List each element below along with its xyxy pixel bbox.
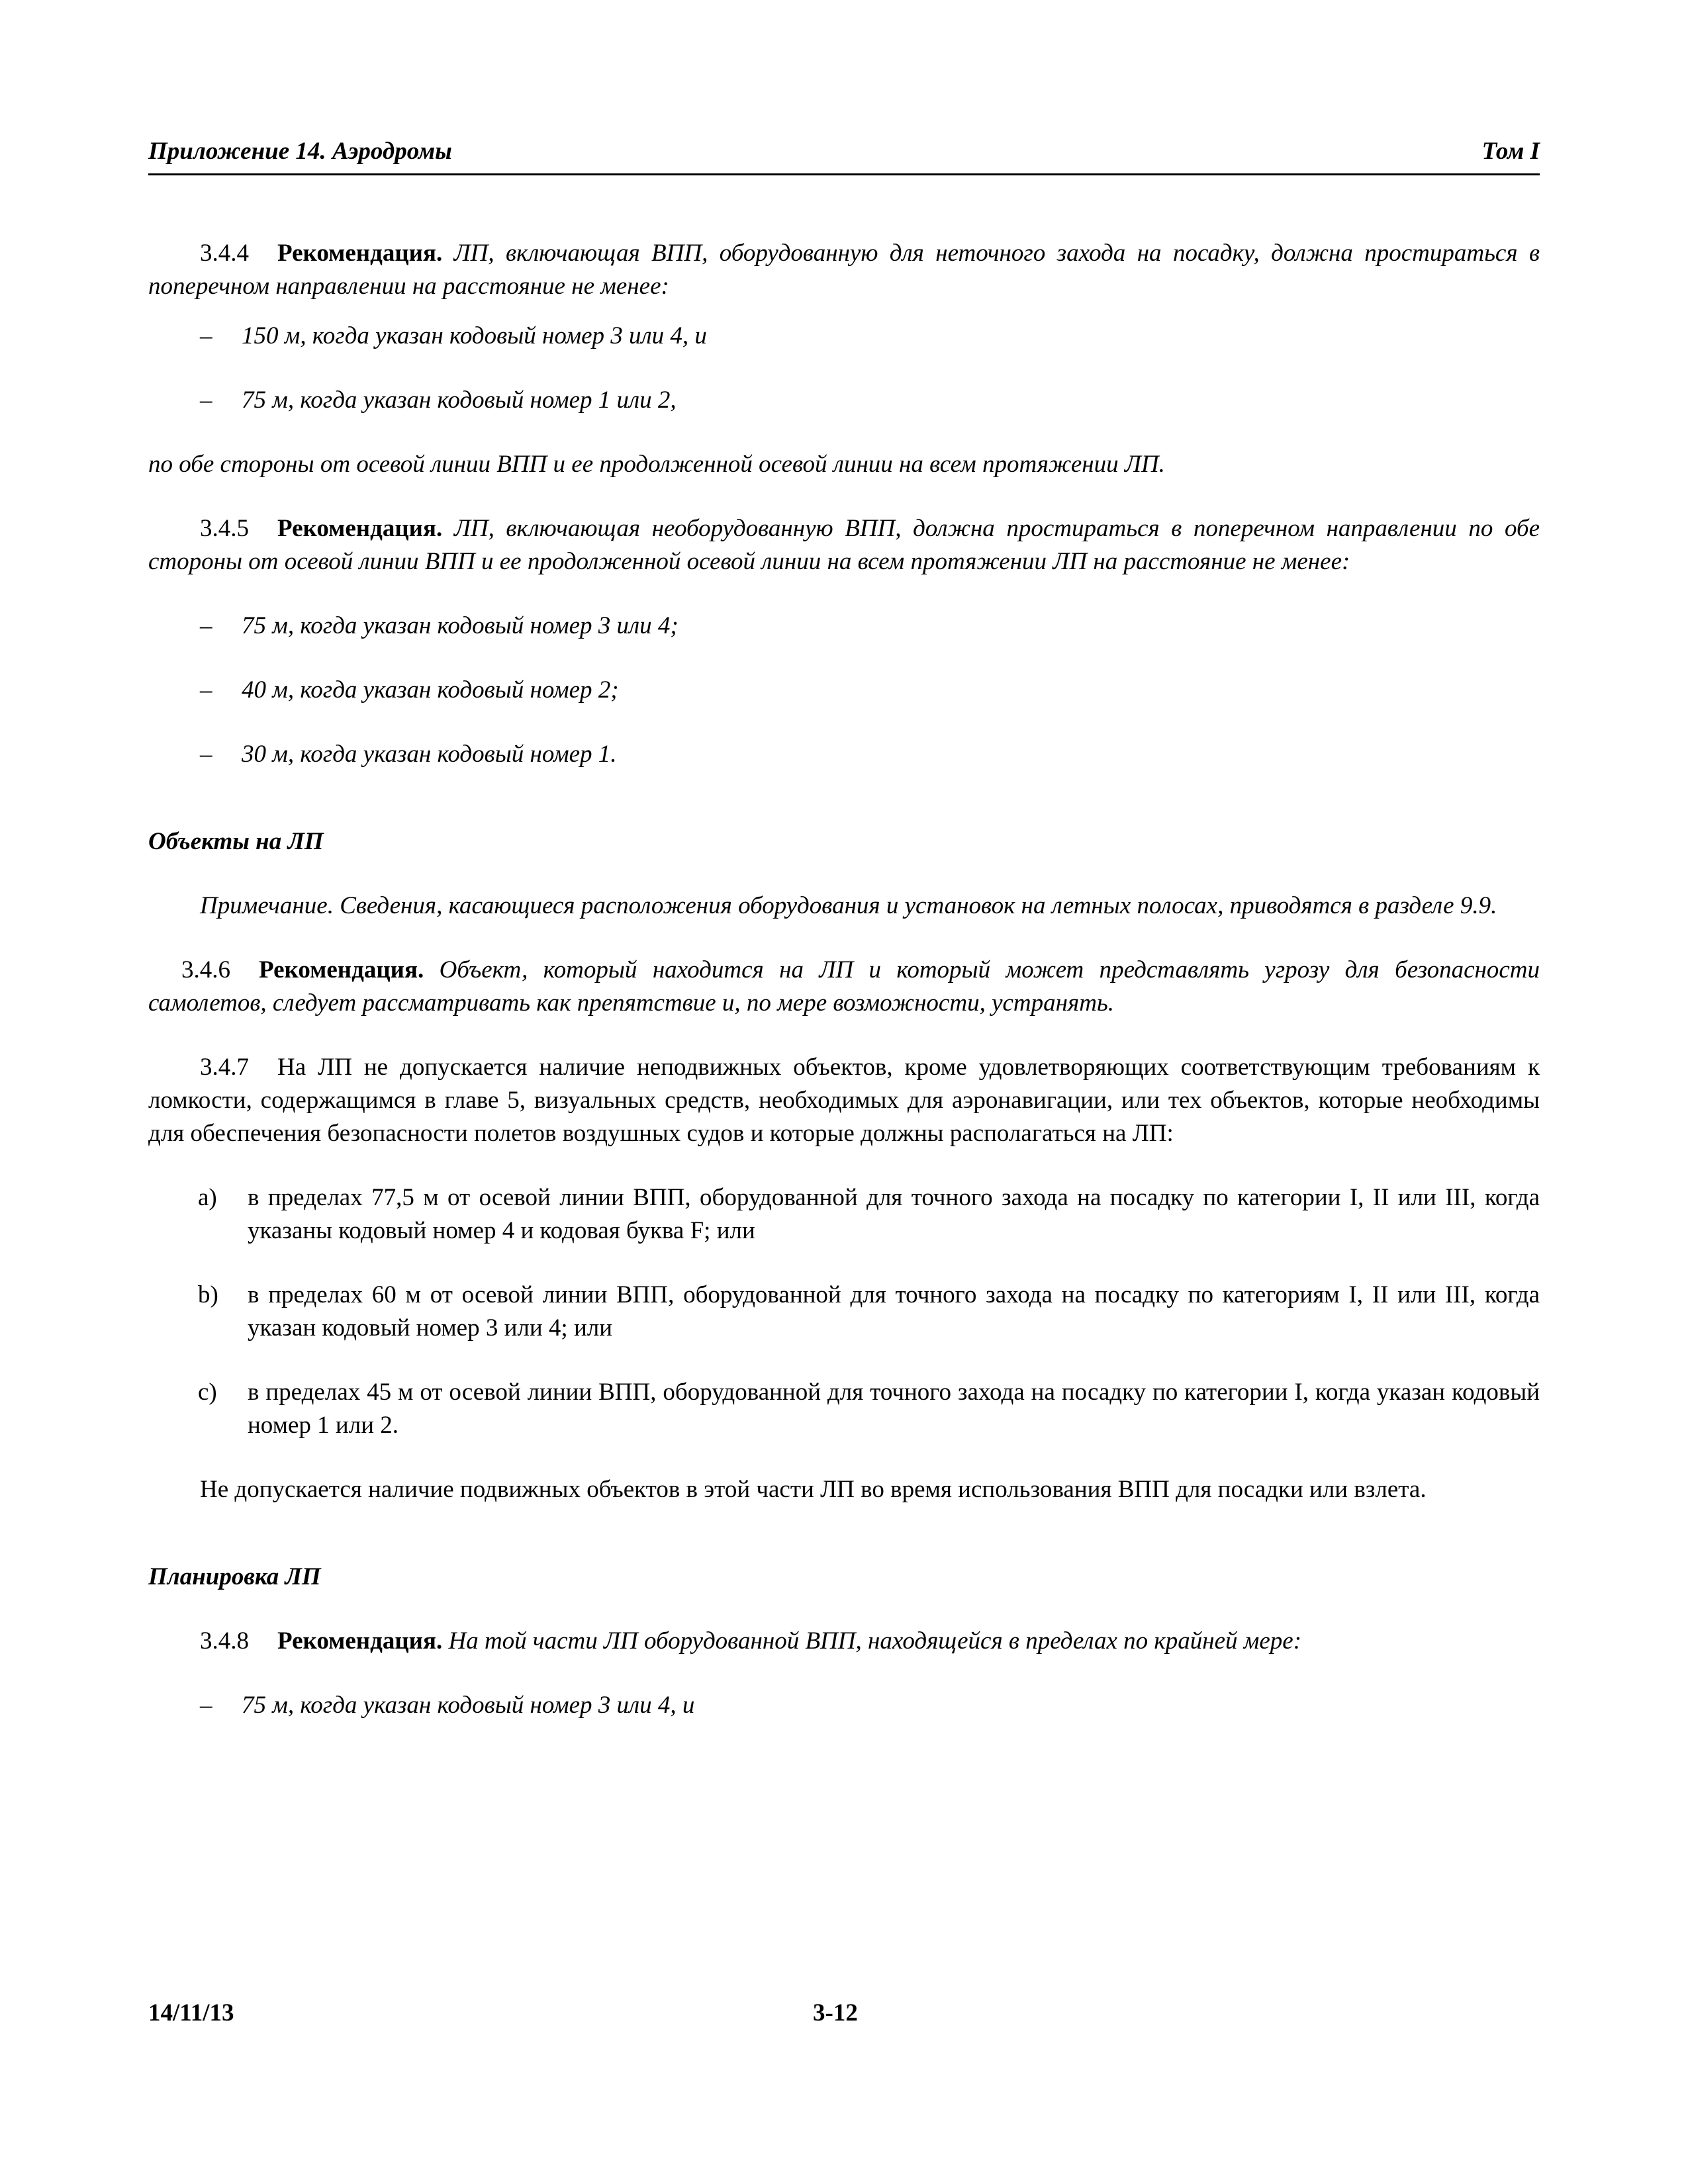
paragraph-continuation: Не допускается наличие подвижных объектов в этой части ЛП во время использования ВПП для посадки или взлета. [200, 1476, 1427, 1503]
paragraph-3-4-5 [148, 512, 1540, 578]
paragraph-text: ЛП, включающая необорудованную ВПП, должна простираться в поперечном направлении по обе стороны от осевой линии ВПП и ее продолженной осевой линии на всем протяжении ЛП на расстояние не менее: [148, 515, 1540, 575]
dash-item-text: 75 м, когда указан кодовый номер 3 или 4; [242, 612, 679, 639]
dash-item-text: 150 м, когда указан кодовый номер 3 или 4, и [242, 322, 707, 349]
dash-item [148, 738, 1540, 771]
section-number: 3.4.5 [200, 515, 249, 542]
section-number: 3.4.8 [200, 1627, 249, 1655]
item-marker: a) [198, 1184, 217, 1211]
dash-item [148, 384, 1540, 417]
dash-item [148, 610, 1540, 643]
dash-marker: – [200, 741, 212, 768]
paragraph-text: На той части ЛП оборудованной ВПП, находящейся в пределах по крайней мере: [448, 1627, 1302, 1655]
dash-item [148, 320, 1540, 353]
footer-page-number: 3-12 [813, 1999, 858, 2026]
paragraph-continuation: по обе стороны от осевой линии ВПП и ее продолженной осевой линии на всем протяжении ЛП. [148, 451, 1165, 478]
item-text: в пределах 60 м от осевой линии ВПП, оборудованной для точного захода на посадку по категориям I, II или III, когда указан кодовый номер 3 или 4; или [248, 1281, 1540, 1342]
footer-date: 14/11/13 [148, 1999, 234, 2026]
section-heading: Объекты на ЛП [148, 828, 324, 855]
dash-marker: – [200, 1692, 212, 1719]
paragraph-3-4-6 [148, 954, 1540, 1020]
item-marker: b) [198, 1281, 218, 1308]
dash-item [148, 1689, 1540, 1722]
dash-item-text: 75 м, когда указан кодовый номер 3 или 4, и [242, 1692, 695, 1719]
dash-item-text: 75 м, когда указан кодовый номер 1 или 2, [242, 387, 677, 414]
paragraph-text: Объект, который находится на ЛП и который может представлять угрозу для безопасности самолетов, следует рассматривать как препятствие и, по мере возможности, устранять. [148, 956, 1540, 1017]
recommendation-label: Рекомендация. [277, 1627, 443, 1655]
item-text: в пределах 45 м от осевой линии ВПП, оборудованной для точного захода на посадку по категории I, когда указан кодовый номер 1 или 2. [248, 1379, 1540, 1439]
item-text: в пределах 77,5 м от осевой линии ВПП, оборудованной для точного захода на посадку по категории I, II или III, когда указаны кодовый номер 4 и кодовая буква F; или [248, 1184, 1540, 1244]
section-heading: Планировка ЛП [148, 1563, 321, 1590]
section-number: 3.4.4 [200, 240, 249, 267]
paragraph-3-4-7 [148, 1051, 1540, 1150]
note: Примечание. Сведения, касающиеся расположения оборудования и установок на летных полосах, приводятся в разделе 9.9. [200, 892, 1497, 919]
lettered-item [148, 1181, 1540, 1248]
dash-item [148, 674, 1540, 707]
header-title: Приложение 14. Аэродромы [148, 138, 452, 165]
paragraph-text: На ЛП не допускается наличие неподвижных объектов, кроме удовлетворяющих соответствующим требованиям к ломкости, содержащимся в главе 5, визуальных средств, необходимых для аэронавигации, или тех объектов, которые необходимы для обеспечения безопасности полетов воздушных судов и которые должны располагаться на ЛП: [148, 1054, 1540, 1147]
recommendation-label: Рекомендация. [277, 240, 443, 267]
dash-marker: – [200, 676, 212, 704]
dash-marker: – [200, 612, 212, 639]
header-volume: Том I [1481, 138, 1540, 165]
dash-marker: – [200, 322, 212, 349]
paragraph-text: ЛП, включающая ВПП, оборудованную для неточного захода на посадку, должна простираться в поперечном направлении на расстояние не менее: [148, 240, 1540, 300]
recommendation-label: Рекомендация. [277, 515, 443, 542]
dash-item-text: 40 м, когда указан кодовый номер 2; [242, 676, 619, 704]
lettered-item [148, 1279, 1540, 1345]
paragraph-3-4-8 [148, 1625, 1540, 1658]
dash-item-text: 30 м, когда указан кодовый номер 1. [242, 741, 617, 768]
lettered-item [148, 1376, 1540, 1442]
page-body [148, 225, 1540, 1722]
dash-marker: – [200, 387, 212, 414]
recommendation-label: Рекомендация. [259, 956, 424, 983]
paragraph-3-4-4 [148, 237, 1540, 303]
section-number: 3.4.7 [200, 1054, 249, 1081]
item-marker: c) [198, 1379, 217, 1406]
section-number: 3.4.6 [181, 956, 230, 983]
page-header [148, 132, 1540, 175]
